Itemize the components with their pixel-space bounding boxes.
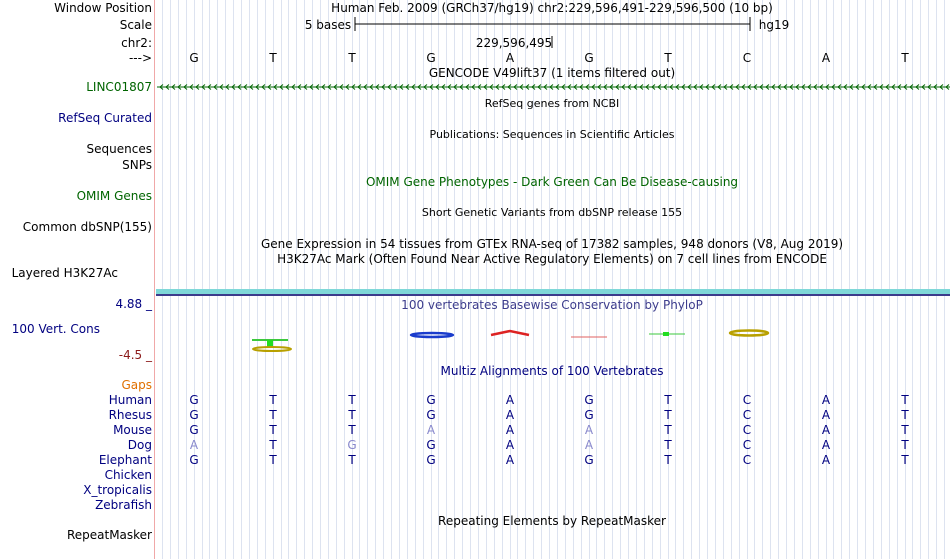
aligned-base: T: [269, 408, 277, 422]
scale-assembly: hg19: [758, 18, 790, 32]
phylop-glyph-c: [730, 331, 768, 336]
aligned-base: T: [348, 453, 356, 467]
omim-track-label[interactable]: OMIM Genes: [76, 189, 152, 203]
aligned-base: T: [901, 453, 909, 467]
species-label[interactable]: Elephant: [98, 453, 152, 467]
reference-base: T: [269, 51, 277, 65]
species-label[interactable]: Mouse: [113, 423, 152, 437]
aligned-base: C: [742, 408, 752, 422]
aligned-base: G: [189, 408, 199, 422]
aligned-base: T: [269, 423, 277, 437]
aligned-base: T: [901, 438, 909, 452]
aligned-base: T: [664, 438, 672, 452]
aligned-base: G: [347, 438, 357, 452]
aligned-base: A: [426, 423, 436, 437]
aligned-base: A: [505, 393, 515, 407]
publications-title: Publications: Sequences in Scientific Articles: [429, 128, 675, 141]
reference-base: G: [189, 51, 199, 65]
aligned-base: T: [269, 438, 277, 452]
species-label[interactable]: Human: [108, 393, 152, 407]
gaps-label[interactable]: Gaps: [121, 378, 152, 392]
aligned-base: G: [189, 453, 199, 467]
repeatmasker-track-label[interactable]: RepeatMasker: [66, 528, 152, 542]
phylop-glyph-t2: [649, 332, 685, 336]
aligned-base: T: [664, 393, 672, 407]
aligned-base: G: [189, 393, 199, 407]
species-label[interactable]: X_tropicalis: [83, 483, 152, 497]
omim-title: OMIM Gene Phenotypes - Dark Green Can Be Disease-causing: [365, 175, 739, 189]
aligned-base: C: [742, 423, 752, 437]
aligned-base: G: [584, 408, 594, 422]
gencode-item-label[interactable]: LINC01807: [86, 80, 152, 94]
aligned-base: G: [426, 438, 436, 452]
phylop-glyph-t: [252, 340, 291, 351]
aligned-base: T: [901, 393, 909, 407]
phylop-min-label: -4.5 _: [118, 348, 152, 362]
aligned-base: A: [821, 408, 831, 422]
aligned-base: T: [901, 408, 909, 422]
gencode-title: GENCODE V49lift37 (1 items filtered out): [428, 66, 676, 80]
reference-base: G: [426, 51, 436, 65]
aligned-base: C: [742, 393, 752, 407]
aligned-base: A: [505, 423, 515, 437]
aligned-base: C: [742, 438, 752, 452]
phylop-glyph-g: [411, 333, 453, 337]
refseq-track-label[interactable]: RefSeq Curated: [58, 111, 152, 125]
aligned-base: A: [584, 423, 594, 437]
aligned-base: G: [426, 408, 436, 422]
gtex-title: Gene Expression in 54 tissues from GTEx RNA-seq of 17382 samples, 948 donors (V8, Aug 2019): [260, 237, 844, 251]
aligned-base: T: [348, 393, 356, 407]
snps-track-label[interactable]: SNPs: [122, 158, 152, 172]
aligned-base: G: [426, 393, 436, 407]
aligned-base: T: [269, 393, 277, 407]
aligned-base: A: [189, 438, 199, 452]
aligned-base: G: [584, 393, 594, 407]
phylop-glyph-a: [491, 331, 529, 335]
reference-base: T: [664, 51, 672, 65]
scale-text: 5 bases: [304, 18, 352, 32]
aligned-base: A: [821, 438, 831, 452]
aligned-base: T: [664, 423, 672, 437]
aligned-base: T: [901, 423, 909, 437]
refseq-title: RefSeq genes from NCBI: [484, 97, 620, 110]
reference-base: A: [821, 51, 831, 65]
h3k27ac-title: H3K27Ac Mark (Often Found Near Active Regulatory Elements) on 7 cell lines from ENCODE: [277, 252, 827, 266]
phylop-track-label[interactable]: 100 Vert. Cons: [11, 322, 100, 336]
aligned-base: A: [505, 408, 515, 422]
dbsnp-track-label[interactable]: Common dbSNP(155): [22, 220, 152, 234]
aligned-base: T: [348, 408, 356, 422]
aligned-base: C: [742, 453, 752, 467]
aligned-base: A: [505, 453, 515, 467]
strand-label: --->: [128, 51, 152, 65]
reference-base: T: [901, 51, 909, 65]
species-label[interactable]: Rhesus: [108, 408, 152, 422]
reference-base: C: [742, 51, 752, 65]
chrom-label: chr2:: [121, 36, 152, 50]
coordinate-label: 229,596,495: [475, 36, 553, 50]
aligned-base: T: [664, 453, 672, 467]
multiz-title: Multiz Alignments of 100 Vertebrates: [440, 364, 664, 378]
species-label[interactable]: Zebrafish: [95, 498, 152, 512]
aligned-base: G: [426, 453, 436, 467]
repeatmasker-title: Repeating Elements by RepeatMasker: [438, 514, 666, 528]
aligned-base: A: [821, 393, 831, 407]
reference-base: T: [348, 51, 356, 65]
aligned-base: T: [348, 423, 356, 437]
scale-label: Scale: [119, 18, 152, 32]
h3k27ac-track-label[interactable]: Layered H3K27Ac: [11, 266, 118, 280]
aligned-base: T: [269, 453, 277, 467]
phylop-title: 100 vertebrates Basewise Conservation by PhyloP: [401, 298, 703, 312]
window-position-value: Human Feb. 2009 (GRCh37/hg19) chr2:229,596,491-229,596,500 (10 bp): [331, 1, 773, 15]
sequences-track-label[interactable]: Sequences: [86, 142, 152, 156]
reference-base: A: [505, 51, 515, 65]
species-label[interactable]: Dog: [127, 438, 152, 452]
aligned-base: A: [821, 423, 831, 437]
aligned-base: G: [189, 423, 199, 437]
aligned-base: G: [584, 453, 594, 467]
aligned-base: A: [821, 453, 831, 467]
species-label[interactable]: Chicken: [104, 468, 152, 482]
aligned-base: A: [584, 438, 594, 452]
window-position-label: Window Position: [54, 1, 152, 15]
dbsnp-title: Short Genetic Variants from dbSNP release 155: [421, 206, 683, 219]
aligned-base: A: [505, 438, 515, 452]
aligned-base: T: [664, 408, 672, 422]
phylop-max-label: 4.88 _: [115, 297, 152, 311]
reference-base: G: [584, 51, 594, 65]
